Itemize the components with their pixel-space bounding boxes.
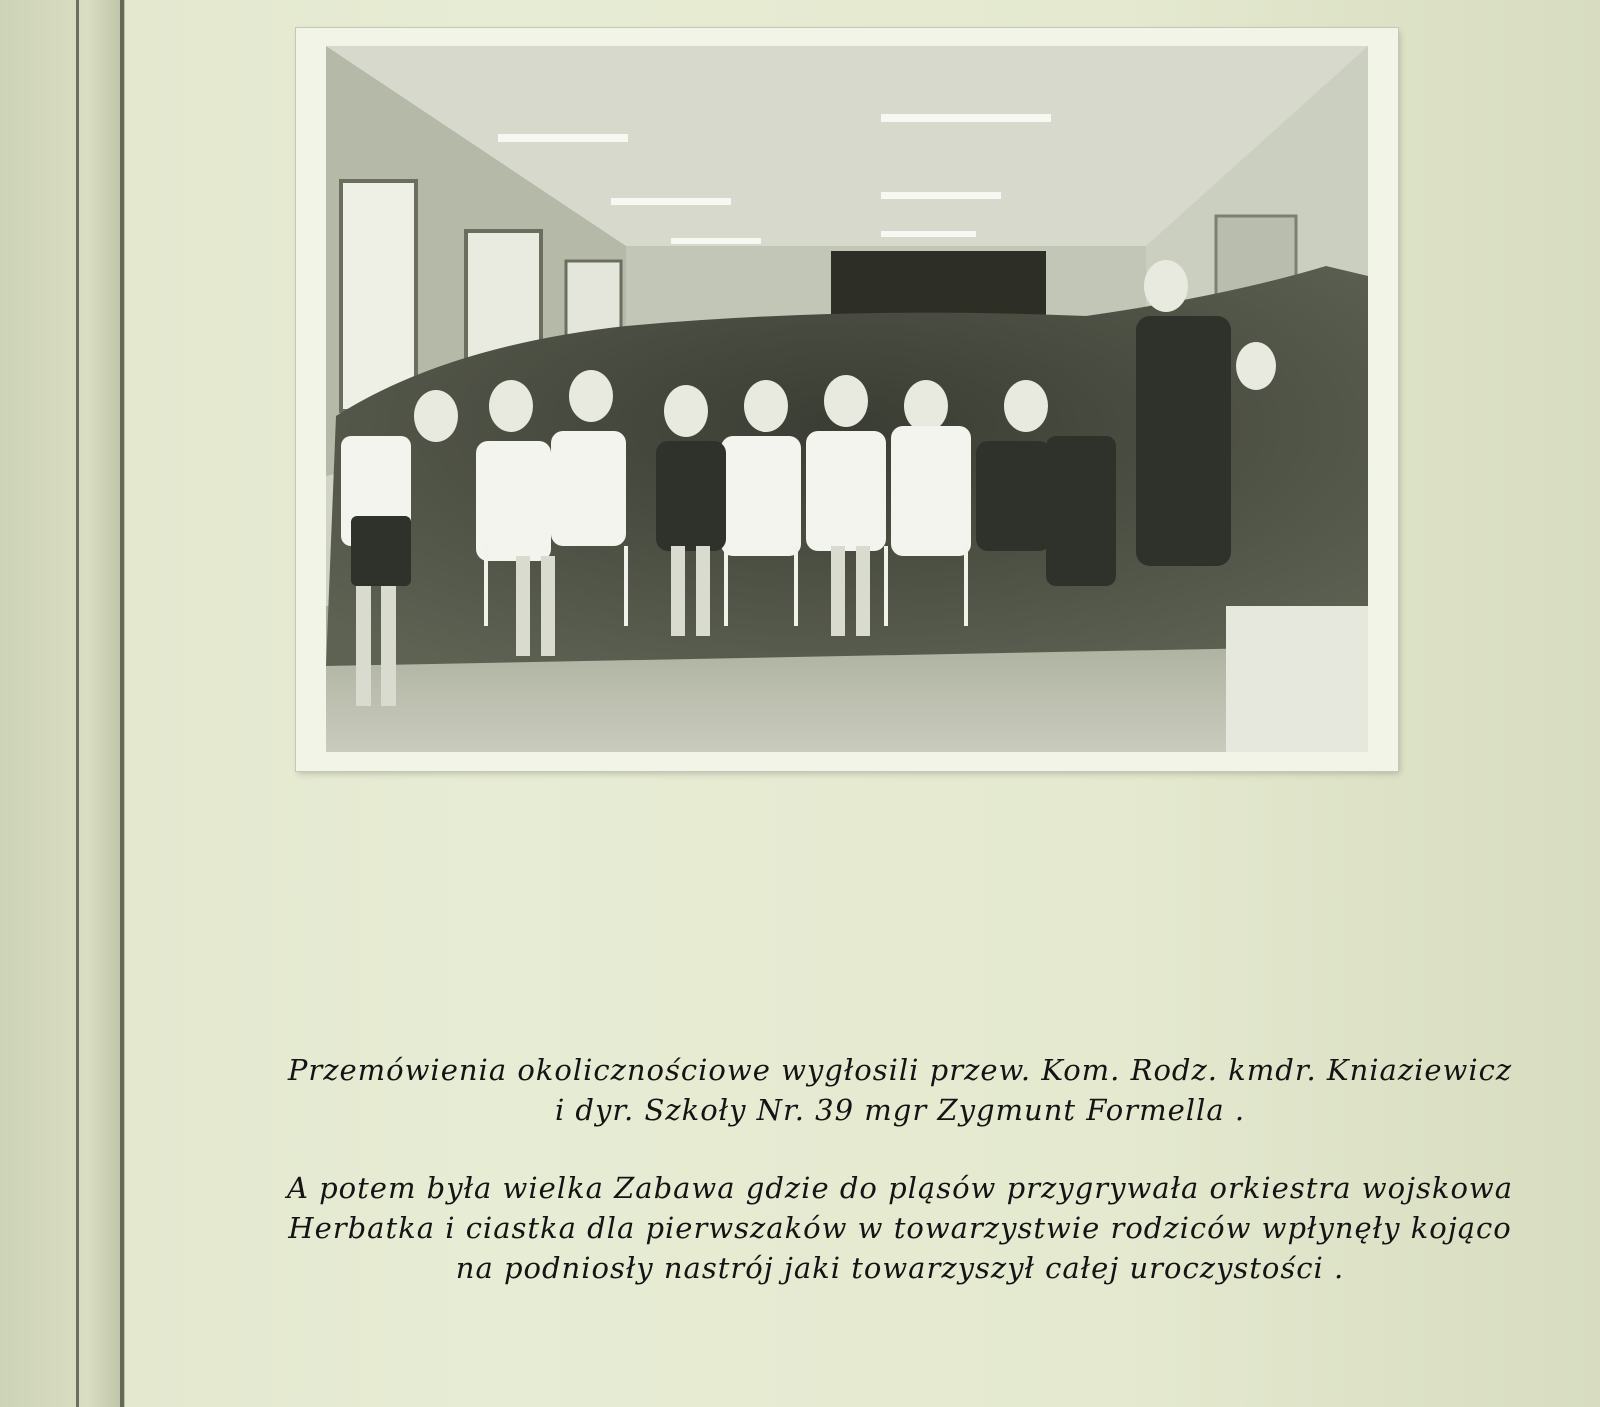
group-photo-icon bbox=[326, 46, 1368, 752]
caption-line-4: Herbatka i ciastka dla pierwszaków w towarzystwie rodziców wpłynęły kojąco bbox=[288, 1211, 1512, 1245]
caption-spacer bbox=[220, 1130, 1580, 1168]
page-binding-line bbox=[76, 0, 79, 1407]
caption-line-3: A potem była wielka Zabawa gdzie do pląsów przygrywała orkiestra wojskowa bbox=[286, 1171, 1514, 1205]
handwritten-caption bbox=[220, 1050, 1580, 1288]
caption-line-2: i dyr. Szkoły Nr. 39 mgr Zygmunt Formella . bbox=[554, 1093, 1246, 1127]
photo-mount bbox=[296, 28, 1398, 771]
group-photo bbox=[326, 46, 1368, 752]
page-fold-line bbox=[120, 0, 124, 1407]
caption-line-1: Przemówienia okolicznościowe wygłosili przew. Kom. Rodz. kmdr. Kniaziewicz bbox=[287, 1053, 1513, 1087]
left-page-edge bbox=[0, 0, 125, 1407]
caption-line-5: na podniosły nastrój jaki towarzyszył całej uroczystości . bbox=[455, 1251, 1345, 1285]
